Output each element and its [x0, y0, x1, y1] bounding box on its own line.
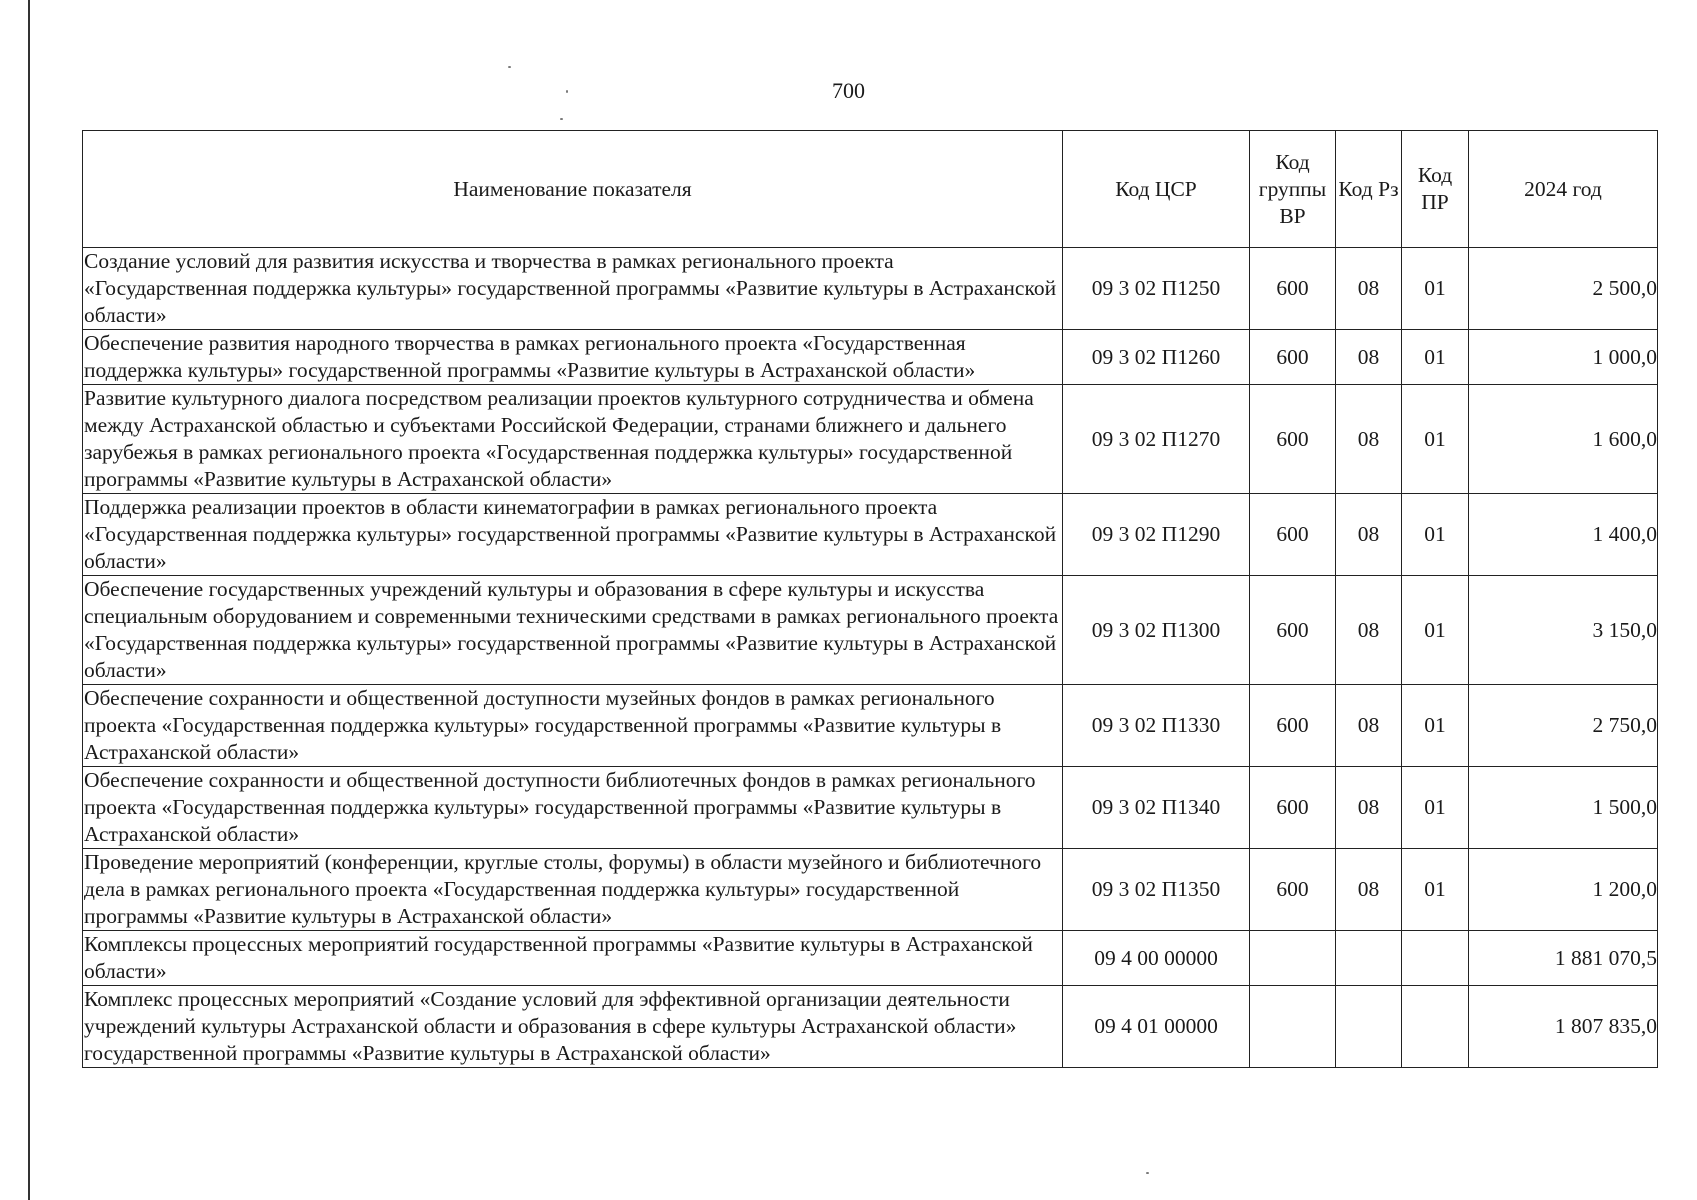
- header-year-2024: 2024 год: [1469, 131, 1658, 248]
- scan-speck: [560, 118, 563, 120]
- row-csr-code: 09 3 02 П1260: [1063, 330, 1250, 385]
- table-row: [83, 767, 1658, 849]
- header-vr-group-code: Код группы ВР: [1250, 131, 1336, 248]
- row-rz-code: 08: [1336, 248, 1402, 330]
- row-pr-code: [1402, 931, 1469, 986]
- row-csr-code: 09 4 00 00000: [1063, 931, 1250, 986]
- row-csr-code: 09 4 01 00000: [1063, 986, 1250, 1068]
- table-row: [83, 986, 1658, 1068]
- row-vr-code: 600: [1250, 576, 1336, 685]
- scan-left-edge-line: [28, 0, 30, 1200]
- row-csr-code: 09 3 02 П1270: [1063, 385, 1250, 494]
- row-rz-code: 08: [1336, 576, 1402, 685]
- row-rz-code: 08: [1336, 385, 1402, 494]
- row-vr-code: 600: [1250, 330, 1336, 385]
- row-rz-code: 08: [1336, 494, 1402, 576]
- row-vr-code: 600: [1250, 849, 1336, 931]
- table-row: [83, 685, 1658, 767]
- row-amount: 1 807 835,0: [1469, 986, 1658, 1068]
- row-vr-code: 600: [1250, 248, 1336, 330]
- row-name: Создание условий для развития искусства и творчества в рамках регионального проекта «Государственная поддержка культуры» государственной программы «Развитие культуры в Астраханской области»: [83, 248, 1063, 330]
- row-vr-code: 600: [1250, 385, 1336, 494]
- budget-table: [82, 130, 1658, 1068]
- row-name: Обеспечение сохранности и общественной доступности музейных фондов в рамках регионального проекта «Государственная поддержка культуры» государственной программы «Развитие культуры в Астраханской области»: [83, 685, 1063, 767]
- row-name: Обеспечение сохранности и общественной доступности библиотечных фондов в рамках регионального проекта «Государственная поддержка культуры» государственной программы «Развитие культуры в Астраханской области»: [83, 767, 1063, 849]
- header-name: Наименование показателя: [83, 131, 1063, 248]
- row-name: Комплексы процессных мероприятий государственной программы «Развитие культуры в Астраханской области»: [83, 931, 1063, 986]
- row-amount: 1 000,0: [1469, 330, 1658, 385]
- row-pr-code: 01: [1402, 685, 1469, 767]
- row-rz-code: 08: [1336, 767, 1402, 849]
- row-csr-code: 09 3 02 П1290: [1063, 494, 1250, 576]
- row-rz-code: 08: [1336, 685, 1402, 767]
- table-row: [83, 849, 1658, 931]
- row-rz-code: [1336, 931, 1402, 986]
- row-amount: 2 750,0: [1469, 685, 1658, 767]
- row-pr-code: 01: [1402, 576, 1469, 685]
- table-row: [83, 248, 1658, 330]
- row-name: Поддержка реализации проектов в области кинематографии в рамках регионального проекта «Государственная поддержка культуры» государственной программы «Развитие культуры в Астраханской области»: [83, 494, 1063, 576]
- row-pr-code: 01: [1402, 330, 1469, 385]
- table-row: [83, 494, 1658, 576]
- row-amount: 1 500,0: [1469, 767, 1658, 849]
- row-name: Развитие культурного диалога посредством реализации проектов культурного сотрудничества и обмена между Астраханской областью и субъектами Российской Федерации, странами ближнего и дальнего зарубежья в рамках регионального проекта «Государственная поддержка культуры» государственной программы «Развитие культуры в Астраханской области»: [83, 385, 1063, 494]
- row-amount: 1 200,0: [1469, 849, 1658, 931]
- header-rz-code: Код Рз: [1336, 131, 1402, 248]
- row-csr-code: 09 3 02 П1250: [1063, 248, 1250, 330]
- row-vr-code: [1250, 931, 1336, 986]
- row-vr-code: 600: [1250, 685, 1336, 767]
- header-row: [83, 131, 1658, 248]
- row-csr-code: 09 3 02 П1330: [1063, 685, 1250, 767]
- page-number: 700: [832, 78, 865, 103]
- row-amount: 1 600,0: [1469, 385, 1658, 494]
- row-csr-code: 09 3 02 П1350: [1063, 849, 1250, 931]
- table-row: [83, 330, 1658, 385]
- row-name: Обеспечение развития народного творчества в рамках регионального проекта «Государственная поддержка культуры» государственной программы «Развитие культуры в Астраханской области»: [83, 330, 1063, 385]
- row-csr-code: 09 3 02 П1300: [1063, 576, 1250, 685]
- row-vr-code: 600: [1250, 767, 1336, 849]
- row-pr-code: 01: [1402, 849, 1469, 931]
- row-amount: 2 500,0: [1469, 248, 1658, 330]
- row-rz-code: [1336, 986, 1402, 1068]
- row-pr-code: [1402, 986, 1469, 1068]
- row-pr-code: 01: [1402, 248, 1469, 330]
- row-rz-code: 08: [1336, 330, 1402, 385]
- row-vr-code: 600: [1250, 494, 1336, 576]
- header-csr-code: Код ЦСР: [1063, 131, 1250, 248]
- row-name: Обеспечение государственных учреждений культуры и образования в сфере культуры и искусства специальным оборудованием и современными техническими средствами в рамках регионального проекта «Государственная поддержка культуры» государственной программы «Развитие культуры в Астраханской области»: [83, 576, 1063, 685]
- row-amount: 1 400,0: [1469, 494, 1658, 576]
- table-row: [83, 385, 1658, 494]
- row-csr-code: 09 3 02 П1340: [1063, 767, 1250, 849]
- table-row: [83, 931, 1658, 986]
- scan-speck: [508, 66, 511, 68]
- header-pr-code: Код ПР: [1402, 131, 1469, 248]
- row-name: Проведение мероприятий (конференции, круглые столы, форумы) в области музейного и библиотечного дела в рамках регионального проекта «Государственная поддержка культуры» государственной программы «Развитие культуры в Астраханской области»: [83, 849, 1063, 931]
- row-pr-code: 01: [1402, 767, 1469, 849]
- row-pr-code: 01: [1402, 494, 1469, 576]
- scan-speck: [1146, 1172, 1149, 1174]
- table-row: [83, 576, 1658, 685]
- row-vr-code: [1250, 986, 1336, 1068]
- row-amount: 1 881 070,5: [1469, 931, 1658, 986]
- row-name: Комплекс процессных мероприятий «Создание условий для эффективной организации деятельности учреждений культуры Астраханской области и образования в сфере культуры Астраханской области» государственной программы «Развитие культуры в Астраханской области»: [83, 986, 1063, 1068]
- row-pr-code: 01: [1402, 385, 1469, 494]
- row-rz-code: 08: [1336, 849, 1402, 931]
- row-amount: 3 150,0: [1469, 576, 1658, 685]
